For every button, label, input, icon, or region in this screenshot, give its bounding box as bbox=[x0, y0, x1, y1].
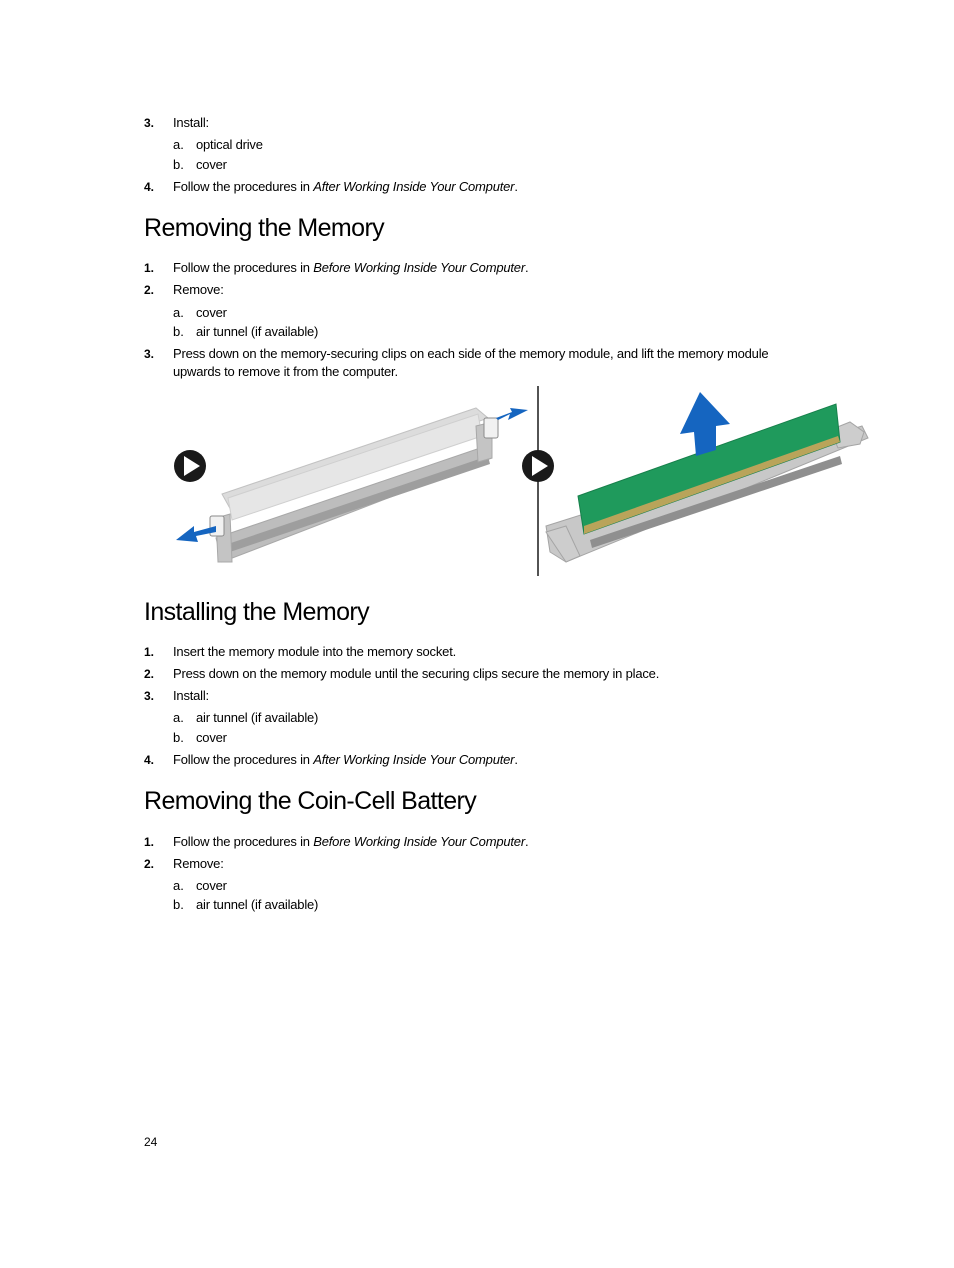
step-text: Follow the procedures in After Working Inside Your Computer. bbox=[173, 752, 518, 767]
step-text: Follow the procedures in Before Working Inside Your Computer. bbox=[173, 834, 529, 849]
step-text: upwards to remove it from the computer. bbox=[173, 364, 398, 379]
section-heading: Removing the Coin-Cell Battery bbox=[144, 787, 477, 815]
sub-letter: b. bbox=[173, 730, 184, 745]
play-step-icon bbox=[174, 450, 206, 482]
step-text: Follow the procedures in Before Working Inside Your Computer. bbox=[173, 260, 529, 275]
sub-letter: a. bbox=[173, 878, 184, 893]
sub-letter: a. bbox=[173, 137, 184, 152]
memory-clip-right bbox=[484, 418, 498, 438]
sub-text: air tunnel (if available) bbox=[196, 324, 319, 339]
step-text: Install: bbox=[173, 688, 209, 703]
doc-reference: After Working Inside Your Computer bbox=[313, 752, 515, 767]
sub-text: cover bbox=[196, 305, 227, 320]
sub-text: cover bbox=[196, 730, 227, 745]
section-heading: Installing the Memory bbox=[144, 598, 369, 626]
section-heading: Removing the Memory bbox=[144, 214, 385, 242]
doc-reference: Before Working Inside Your Computer bbox=[313, 834, 525, 849]
step-text: Remove: bbox=[173, 856, 224, 871]
step-number: 3. bbox=[144, 116, 155, 130]
step-number: 2. bbox=[144, 857, 155, 871]
play-step-icon bbox=[522, 450, 554, 482]
sub-text: air tunnel (if available) bbox=[196, 897, 319, 912]
step-text: Press down on the memory module until the securing clips secure the memory in place. bbox=[173, 666, 660, 681]
sub-letter: b. bbox=[173, 897, 184, 912]
step-text: Install: bbox=[173, 115, 209, 130]
step-number: 3. bbox=[144, 689, 155, 703]
memory-removal-figure bbox=[170, 386, 870, 578]
step-number: 1. bbox=[144, 261, 155, 275]
memory-clip-left bbox=[210, 516, 224, 536]
sub-text: cover bbox=[196, 157, 227, 172]
step-text: Follow the procedures in After Working Inside Your Computer. bbox=[173, 179, 518, 194]
step-text: Press down on the memory-securing clips on each side of the memory module, and lift the memory module bbox=[173, 346, 769, 361]
sub-text: air tunnel (if available) bbox=[196, 710, 319, 725]
step-number: 3. bbox=[144, 347, 155, 361]
step-number: 4. bbox=[144, 753, 155, 767]
sub-text: cover bbox=[196, 878, 227, 893]
sub-letter: b. bbox=[173, 324, 184, 339]
step-number: 1. bbox=[144, 645, 155, 659]
step-text: Insert the memory module into the memory socket. bbox=[173, 644, 457, 659]
step-number: 2. bbox=[144, 283, 155, 297]
sub-letter: b. bbox=[173, 157, 184, 172]
step-number: 4. bbox=[144, 180, 155, 194]
sub-letter: a. bbox=[173, 305, 184, 320]
doc-reference: Before Working Inside Your Computer bbox=[313, 260, 525, 275]
doc-reference: After Working Inside Your Computer bbox=[313, 179, 515, 194]
page-number: 24 bbox=[144, 1135, 158, 1149]
step-number: 1. bbox=[144, 835, 155, 849]
sub-letter: a. bbox=[173, 710, 184, 725]
step-text: Remove: bbox=[173, 282, 224, 297]
step-number: 2. bbox=[144, 667, 155, 681]
sub-text: optical drive bbox=[196, 137, 263, 152]
